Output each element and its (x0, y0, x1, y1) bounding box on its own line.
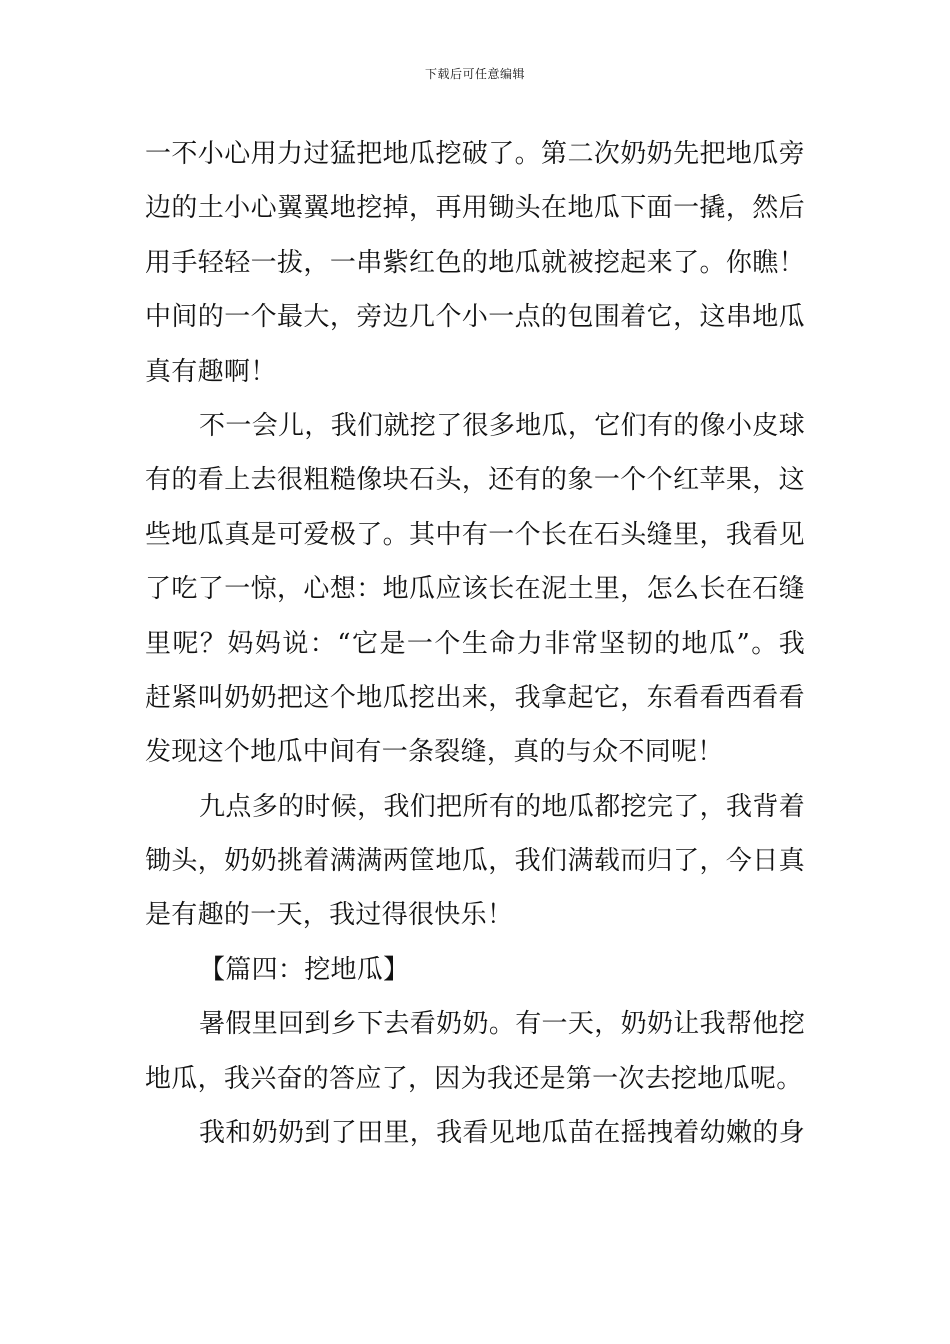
text-line: 是有趣的一天，我过得很快乐！ (145, 900, 514, 931)
text-line: 里呢？妈妈说：“它是一个生命力非常坚韧的地瓜”。我 (145, 628, 805, 659)
text-line: 用手轻轻一拔，一串紫红色的地瓜就被挖起来了。你瞧！ (145, 247, 805, 278)
text-line: 中间的一个最大，旁边几个小一点的包围着它，这串地瓜 (145, 302, 805, 333)
text-line: 边的土小心翼翼地挖掉，再用锄头在地瓜下面一撬，然后 (145, 193, 805, 224)
text-line: 赶紧叫奶奶把这个地瓜挖出来，我拿起它，东看看西看看 (145, 682, 805, 713)
text-line: 地瓜，我兴奋的答应了，因为我还是第一次去挖地瓜呢。 (145, 1063, 803, 1094)
document-body (145, 127, 805, 1160)
text-line: 了吃了一惊，心想：地瓜应该长在泥土里，怎么长在石缝 (145, 574, 805, 605)
text-line: 我和奶奶到了田里，我看见地瓜苗在摇拽着幼嫩的身 (199, 1118, 805, 1149)
text-line: 些地瓜真是可爱极了。其中有一个长在石头缝里，我看见 (145, 519, 805, 550)
text-line: 九点多的时候，我们把所有的地瓜都挖完了，我背着 (199, 791, 805, 822)
text-line: 锄头，奶奶挑着满满两筐地瓜，我们满载而归了，今日真 (145, 846, 805, 877)
text-line: 有的看上去很粗糙像块石头，还有的象一个个红苹果，这 (145, 465, 805, 496)
text-line: 发现这个地瓜中间有一条裂缝，真的与众不同呢！ (145, 737, 724, 768)
page-header-note: 下载后可任意编辑 (424, 67, 525, 81)
text-line: 【篇四：挖地瓜】 (199, 954, 410, 985)
text-line: 不一会儿，我们就挖了很多地瓜，它们有的像小皮球 (199, 410, 805, 441)
text-line: 真有趣啊！ (145, 356, 277, 387)
text-line: 一不小心用力过猛把地瓜挖破了。第二次奶奶先把地瓜旁 (145, 139, 805, 169)
text-line: 暑假里回到乡下去看奶奶。有一天，奶奶让我帮他挖 (199, 1009, 805, 1040)
